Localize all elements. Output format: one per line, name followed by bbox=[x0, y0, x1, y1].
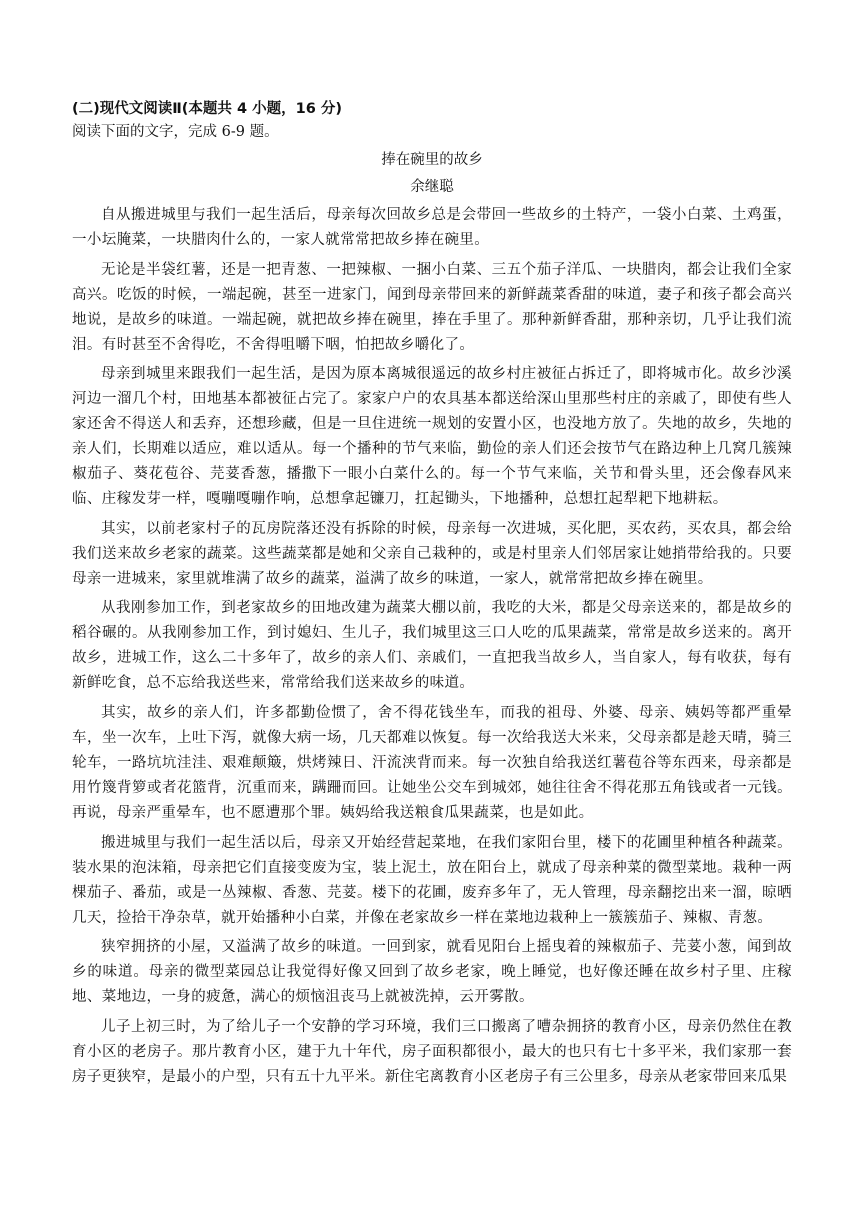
section-heading: (二)现代文阅读Ⅱ(本题共 4 小题，16 分) bbox=[72, 101, 342, 117]
paragraph: 其实，以前老家村子的瓦房院落还没有拆除的时候，母亲每一次进城，买化肥，买农药，买农具，都会给我们送来故乡老家的蔬菜。这些蔬菜都是她和父亲自己栽种的，或是村里亲人们邻居家让她捎带给我的。只要母亲一进城来，家里就堆满了故乡的蔬菜，溢满了故乡的味道，一家人，就常常把故乡捧在碗里。 bbox=[72, 520, 792, 587]
paragraph: 其实，故乡的亲人们，许多都勤俭惯了，舍不得花钱坐车，而我的祖母、外婆、母亲、姨妈等都严重晕车，坐一次车，上吐下泻，就像大病一场，几天都难以恢复。每一次给我送大米来，父母亲都是趁天晴，骑三轮车，一路坑坑洼洼、艰难颠簸，烘烤辣日、汗流浃背而来。每一次独自给我送红薯苞谷等东西来，母亲都是用竹篾背箩或者花篮背，沉重而来，蹒跚而回。让她坐公交车到城郊，她往往舍不得花那五角钱或者一元钱。再说，母亲严重晕车，也不愿遭那个罪。姨妈给我送粮食瓜果蔬菜，也是如此。 bbox=[72, 704, 792, 821]
article-author: 余继聪 bbox=[410, 179, 454, 195]
paragraph: 无论是半袋红薯，还是一把青葱、一把辣椒、一捆小白菜、三五个茄子洋瓜、一块腊肉，都会让我们全家高兴。吃饭的时候，一端起碗，甚至一进家门，闻到母亲带回来的新鲜蔬菜香甜的味道，妻子和孩子都会高兴地说，是故乡的味道。一端起碗，就把故乡捧在碗里，捧在手里了。那种新鲜香甜，那种亲切，几乎让我们流泪。有时甚至不舍得吃，不舍得咀嚼下咽，怕把故乡嚼化了。 bbox=[72, 261, 792, 353]
article-body bbox=[72, 203, 792, 1090]
reading-instruction: 阅读下面的文字，完成 6-9 题。 bbox=[72, 124, 279, 140]
paragraph: 儿子上初三时，为了给儿子一个安静的学习环境，我们三口搬离了嘈杂拥挤的教育小区，母亲仍然住在教育小区的老房子。那片教育小区，建于九十年代，房子面积都很小，最大的也只有七十多平米，我们家那一套房子更狭窄，是最小的户型，只有五十九平米。新住宅离教育小区老房子有三公里多，母亲从老家带回来瓜果 bbox=[72, 1018, 792, 1085]
paragraph: 狭窄拥挤的小屋，又溢满了故乡的味道。一回到家，就看见阳台上摇曳着的辣椒茄子、芫荽小葱，闻到故乡的味道。母亲的微型菜园总让我觉得好像又回到了故乡老家，晚上睡觉，也好像还睡在故乡村子里、庄稼地、菜地边，一身的疲惫，满心的烦恼沮丧马上就被洗掉，云开雾散。 bbox=[72, 939, 792, 1006]
paragraph: 母亲到城里来跟我们一起生活，是因为原本离城很遥远的故乡村庄被征占拆迁了，即将城市化。故乡沙溪河边一溜几个村，田地基本都被征占完了。家家户户的农具基本都送给深山里那些村庄的亲戚了，即使有些人家还舍不得送人和丢弃，还想珍藏，但是一旦住进统一规划的安置小区，也没地方放了。失地的故乡，失地的亲人们，长期难以适应，难以适从。每一个播种的节气来临，勤俭的亲人们还会按节气在路边种上几窝几簇辣椒茄子、葵花苞谷、芫荽香葱，播撒下一眼小白菜什么的。每一个节气来临，关节和骨头里，还会像春风来临、庄稼发芽一样，嘎嘣嘎嘣作响，总想拿起镰刀，扛起锄头，下地播种，总想扛起犁耙下地耕耘。 bbox=[72, 366, 792, 508]
paragraph: 自从搬进城里与我们一起生活后，母亲每次回故乡总是会带回一些故乡的土特产，一袋小白菜、土鸡蛋，一小坛腌菜，一块腊肉什么的，一家人就常常把故乡捧在碗里。 bbox=[72, 207, 792, 248]
article-title: 捧在碗里的故乡 bbox=[381, 152, 483, 168]
paragraph: 搬进城里与我们一起生活以后，母亲又开始经营起菜地，在我们家阳台里，楼下的花圃里种植各种蔬菜。装水果的泡沫箱，母亲把它们直接变废为宝，装上泥土，放在阳台上，就成了母亲种菜的微型菜地。栽种一两棵茄子、番茄，或是一丛辣椒、香葱、芫荽。楼下的花圃，废弃多年了，无人管理，母亲翻挖出来一溜，晾晒几天，捡拾干净杂草，就开始播种小白菜，并像在老家故乡一样在菜地边栽种上一簇簇茄子、辣椒、青葱。 bbox=[72, 834, 792, 926]
paragraph: 从我刚参加工作，到老家故乡的田地改建为蔬菜大棚以前，我吃的大米，都是父母亲送来的，都是故乡的稻谷碾的。从我刚参加工作，到讨媳妇、生儿子，我们城里这三口人吃的瓜果蔬菜，常常是故乡送来的。离开故乡，进城工作，这么二十多年了，故乡的亲人们、亲戚们，一直把我当故乡人，当自家人，每有收获，每有新鲜吃食，总不忘给我送些来，常常给我们送来故乡的味道。 bbox=[72, 600, 792, 692]
document-page bbox=[72, 98, 792, 1094]
